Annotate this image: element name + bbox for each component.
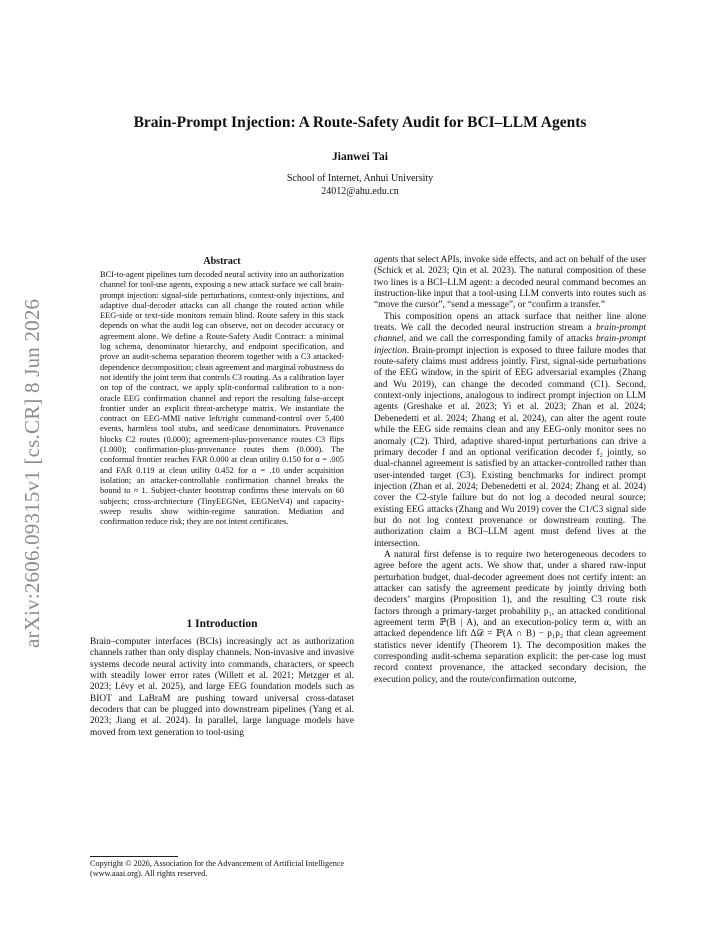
section-heading-introduction: 1 Introduction <box>186 618 258 630</box>
paragraph-text: that select APIs, invoke side effects, and act on behalf of the user (Schick et al. 2023; Qin et al. 2023). The natural composition of these two lines is a BCI–LLM agent: a decoded neural command becomes an instruction-like input that a tool-using LLM converts into routes such as “move the cursor”, “send a message”, or “confirm a transfer.” <box>374 255 646 311</box>
intro-paragraph-3: A natural first defense is to require two heterogeneous decoders to agree before the agent acts. We show that, under a shared raw-input perturbation budget, dual-decoder agreement does not certify intent: an attacker can satisfy the agreement predicate by jointly driving both decoders’ margins (Proposition 1), and the resulting C3 route risk factors through a primary-target probability p₁, an attacked conditional agreement term ℙ(B | A), and an execution-policy term α, with an attacked dependence lift Δ𝒟 = ℙ(A ∩ B) − p₁p₂ that clean agreement statistics never identify (Theorem 1). The decomposition makes the corresponding audit-schema separation explicit: the per-case log must record context provenance, the attacked secondary decision, the execution policy, and the route/confirmation outcome, <box>374 549 646 685</box>
abstract-body: BCI-to-agent pipelines turn decoded neural activity into an authorization channel for tool-use agents, exposing a new attack surface we call brain-prompt injection: signal-side perturbations, context-only injections, and adaptive dual-decoder attacks can all change the routed action while EEG-side or text-side monitors remain blind. Route safety in this stack depends on what the audit log can observe, not on decoder accuracy or agreement alone. We define a Route-Safety Audit Contract: a minimal log schema, denominator hierarchy, and endpoint specification, and prove an audit-schema separation theorem together with a C3 attacked-dependence decomposition; clean agreement and marginal robustness do not identify the joint term that controls C3 routing. As a calibration layer on top of the contract, we apply split-conformal calibration to a non-oracle EEG confirmation channel and report the resulting false-accept frontier under an explicit threat-archetype matrix. We instantiate the contract on EEG-MMI native left/right command-control over 5,400 events, harmless tool stubs, and seed/case denominators. Provenance blocks C2 routes (0.000); agreement-plus-provenance routes C3 flips (1.000); confirmation-plus-provenance routes them (0.000). The conformal frontier reaches FAR 0.000 at clean utility 0.150 for α = .005 and FAR 0.119 at clean utility 0.452 for α = .10 under acquisition isolation; an attacker-controllable confirmation channel breaks the bound to ≈ 1. Subject-cluster bootstrap confirms these intervals on 60 subjects; cross-architecture (TinyEEGNet, EEGNetV4) and capacity-sweep results show within-regime saturation. Mediation and confirmation reduce risk; they are not intent certificates. <box>100 270 344 527</box>
emphasis-brain-prompt-injection: brain-prompt injection <box>374 334 646 356</box>
paragraph-text: This composition opens an attack surface that neither line alone treats. We call the decoded neural instruction stream a <box>374 311 646 334</box>
author-name: Jianwei Tai <box>332 151 388 163</box>
emphasis-agents: agents <box>374 255 399 265</box>
introduction-column-left <box>90 637 354 739</box>
footnote-rule <box>90 856 178 857</box>
abstract-heading: Abstract <box>203 256 241 267</box>
affiliation-line: School of Internet, Anhui University <box>286 173 434 184</box>
paragraph-text: . Brain-prompt injection is exposed to three failure modes that route-safety claims must address jointly. First, signal-side perturbations of the EEG window, in the spirit of EEG adversarial examples (Zhang and Wu 2019), can change the decoded command (C1). Second, context-only injections, analogous to indirect prompt injection on LLM agents (Greshake et al. 2023; Yi et al. 2023; Zhan et al. 2024; Debenedetti et al. 2024; Zhang et al. 2024), can alter the agent route while the EEG side remains clean and any EEG-only monitor sees no anomaly (C2). Third, adaptive shared-input perturbations can drive a primary decoder f and an optional verification decoder f₂ jointly, so dual-channel agreement is satisfied by an attacker-controlled rather than user-intended target (C3). Existing benchmarks for indirect prompt injection (Zhan et al. 2024; Debenedetti et al. 2024; Zhang et al. 2024) cover the C2-style failure but do not log a decoded neural source; existing EEG attacks (Zhang and Wu 2019) cover the C1/C3 signal side but do not log context provenance or downstream routing. The authorization claim a BCI–LLM agent must defend lives at the intersection. <box>374 345 646 549</box>
copyright-notice: Copyright © 2026, Association for the Advancement of Artificial Intelligence (www.aaai.org). All rights reserved. <box>90 859 345 878</box>
arxiv-identifier[interactable]: arXiv:2606.09315v1 [cs.CR] 8 Jun 2026 <box>20 298 44 648</box>
author-email[interactable]: 24012@ahu.edu.cn <box>321 185 399 197</box>
intro-paragraph-continued <box>374 255 646 312</box>
intro-paragraph-2 <box>374 312 646 550</box>
emphasis-brain-prompt-channel: brain-prompt channel <box>374 323 646 345</box>
introduction-column-right <box>374 255 646 686</box>
intro-paragraph-1: Brain–computer interfaces (BCIs) increasingly act as authorization channels rather than only display channels. Non-invasive and invasive systems decode neural activity into commands, characters, or speech with steadily lower error rates (Willett et al. 2021; Metzger et al. 2023; Lévy et al. 2025), and large EEG foundation models such as BIOT and LaBraM are pushing toward universal cross-dataset decoders that can be plugged into downstream pipelines (Yang et al. 2023; Jiang et al. 2024). In parallel, large language models have moved from text generation to tool-using <box>90 637 354 738</box>
author-affiliation <box>60 173 660 198</box>
paper-title: Brain-Prompt Injection: A Route-Safety Audit for BCI–LLM Agents <box>133 114 587 131</box>
paragraph-text: , and we call the corresponding family of attacks <box>403 334 596 345</box>
